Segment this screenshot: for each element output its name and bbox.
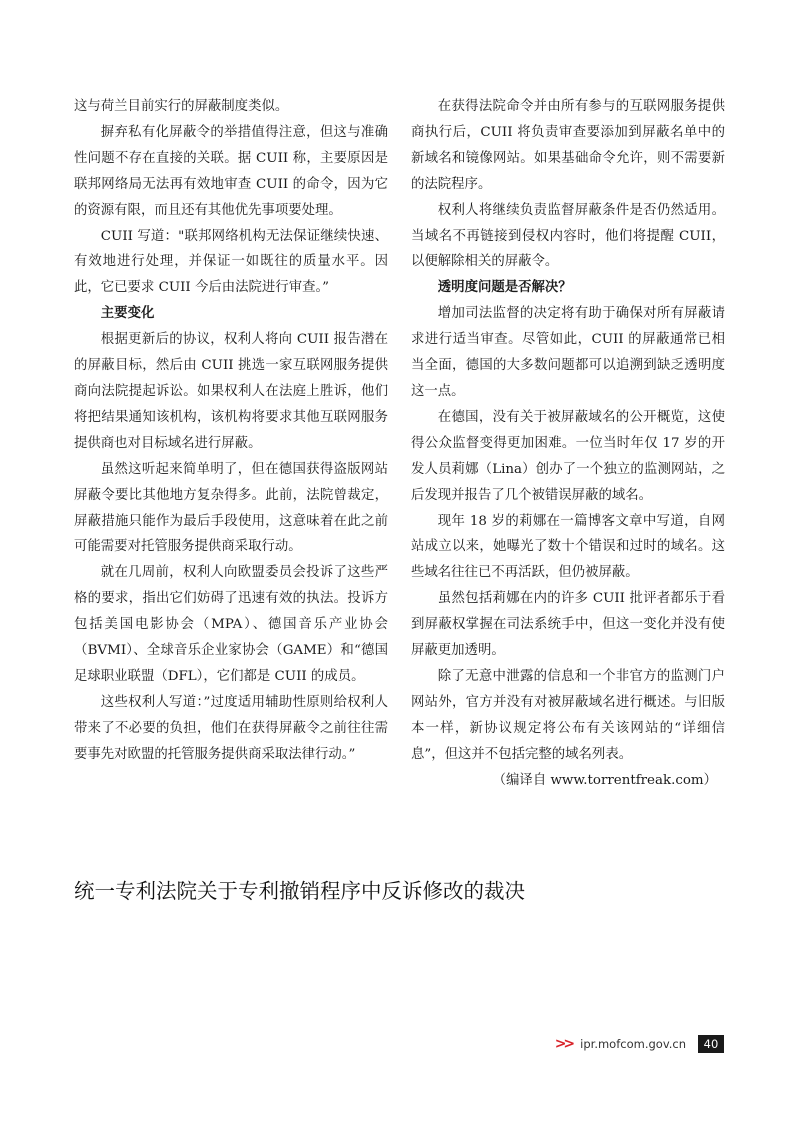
paragraph: 在获得法院命令并由所有参与的互联网服务提供商执行后，CUII 将负责审查要添加到屏蔽名单中的新域名和镜像网站。如果基础命令允许，则不需要新的法院程序。 — [411, 99, 725, 192]
paragraph: 现年 18 岁的莉娜在一篇博客文章中写道，自网站成立以来，她曝光了数十个错误和过时的域名。这些域名往往已不再活跃，但仍被屏蔽。 — [411, 513, 725, 581]
section-heading-transparency: 透明度问题是否解决？ — [437, 280, 572, 296]
paragraph: 根据更新后的协议，权利人将向 CUII 报告潜在的屏蔽目标，然后由 CUII 挑选一家互联网服务提供商向法院提起诉讼。如果权利人在法庭上胜诉，他们将把结果通知该机构，该机构将要求其他互联网服务提供商也对目标域名进行屏蔽。 — [74, 332, 388, 451]
paragraph: 这与荷兰目前实行的屏蔽制度类似。 — [74, 99, 289, 114]
paragraph: 权利人将继续负责监督屏蔽条件是否仍然适用。当域名不再链接到侵权内容时，他们将提醒 CUII，以便解除相关的屏蔽令。 — [411, 202, 725, 270]
paragraph: 就在几周前，权利人向欧盟委员会投诉了这些严格的要求，指出它们妨碍了迅速有效的执法。投诉方包括美国电影协会（MPA）、德国音乐产业协会（BVMI）、全球音乐企业家协会（GAME）和“德国足球职业联盟（DFL），它们都是 CUII 的成员。 — [74, 565, 388, 684]
paragraph: 虽然这听起来简单明了，但在德国获得盗版网站屏蔽令要比其他地方复杂得多。此前，法院曾裁定，屏蔽措施只能作为最后手段使用，这意味着在此之前可能需要对托管服务提供商采取行动。 — [74, 461, 388, 555]
source-attribution: （编译自 www.torrentfreak.com） — [492, 772, 717, 788]
paragraph: 在德国，没有关于被屏蔽域名的公开概览，这使得公众监督变得更加困难。一位当时年仅 17 岁的开发人员莉娜（Lina）创办了一个独立的监测网站，之后发现并报告了几个被错误屏蔽的域名。 — [411, 409, 725, 503]
paragraph: 除了无意中泄露的信息和一个非官方的监测门户网站外，官方并没有对被屏蔽域名进行概述。与旧版本一样，新协议规定将公布有关该网站的“详细信息”，但这并不包括完整的域名列表。 — [411, 668, 725, 762]
next-article-title: 统一专利法院关于专利撤销程序中反诉修改的裁决 — [74, 879, 525, 903]
page-footer — [555, 1034, 724, 1054]
paragraph: CUII 写道："联邦网络机构无法保证继续快速、有效地进行处理，并保证一如既往的质量水平。因此，它已要求 CUII 今后由法院进行审查。” — [74, 228, 388, 296]
footer-site-url[interactable]: ipr.mofcom.gov.cn — [580, 1037, 686, 1051]
paragraph: 这些权利人写道：”过度适用辅助性原则给权利人带来了不必要的负担，他们在获得屏蔽令之前往往需要事先对欧盟的托管服务提供商采取法律行动。” — [74, 694, 388, 762]
page-number: 40 — [698, 1035, 724, 1053]
paragraph: 虽然包括莉娜在内的许多 CUII 批评者都乐于看到屏蔽权掌握在司法系统手中，但这一变化并没有使屏蔽更加透明。 — [411, 591, 725, 659]
double-chevron-right-icon: >> — [554, 1036, 573, 1052]
right-column — [411, 94, 725, 793]
paragraph: 增加司法监督的决定将有助于确保对所有屏蔽请求进行适当审查。尽管如此，CUII 的屏蔽通常已相当全面，德国的大多数问题都可以追溯到缺乏透明度这一点。 — [411, 306, 725, 399]
section-heading-main-changes: 主要变化 — [100, 306, 155, 322]
left-column — [74, 94, 388, 768]
paragraph: 摒弃私有化屏蔽令的举措值得注意，但这与准确性问题不存在直接的关联。据 CUII 称，主要原因是联邦网络局无法再有效地审查 CUII 的命令，因为它的资源有限，而且还有其他优先事项要处理。 — [74, 124, 388, 218]
